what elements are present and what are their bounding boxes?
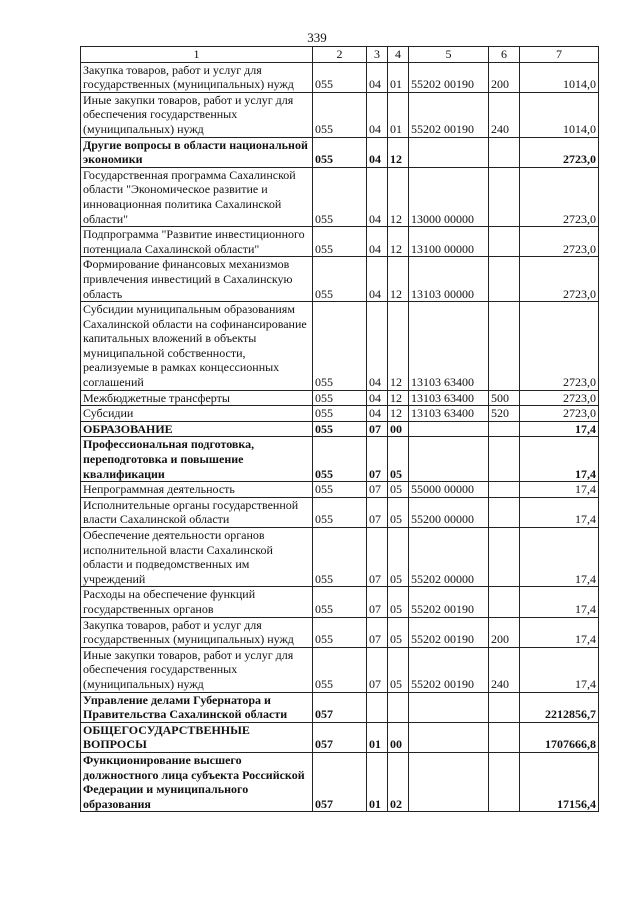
table-row: [81, 227, 599, 257]
subsection-code: 05: [388, 482, 409, 498]
amount: 2723,0: [520, 406, 599, 422]
subsection-code: 12: [388, 257, 409, 302]
amount: 17156,4: [520, 752, 599, 811]
table-row: [81, 497, 599, 527]
admin-code: 055: [313, 421, 367, 437]
row-name: Иные закупки товаров, работ и услуг для обеспечения государственных (муниципальных) нужд: [81, 647, 313, 692]
target-code: 55202 00190: [409, 587, 489, 617]
section-code: 01: [367, 752, 388, 811]
subsection-code: 00: [388, 421, 409, 437]
table-row: [81, 587, 599, 617]
target-code: 55202 00190: [409, 92, 489, 137]
target-code: [409, 722, 489, 752]
amount: 1707666,8: [520, 722, 599, 752]
row-name: Функционирование высшего должностного лица субъекта Российской Федерации и муниципального образования: [81, 752, 313, 811]
row-name: Закупка товаров, работ и услуг для государственных (муниципальных) нужд: [81, 62, 313, 92]
admin-code: 055: [313, 647, 367, 692]
row-name: Подпрограмма "Развитие инвестиционного потенциала Сахалинской области": [81, 227, 313, 257]
admin-code: 057: [313, 692, 367, 722]
subsection-code: 05: [388, 528, 409, 587]
target-code: 55000 00000: [409, 482, 489, 498]
row-name: Другие вопросы в области национальной экономики: [81, 137, 313, 167]
amount: 2723,0: [520, 390, 599, 406]
subsection-code: 12: [388, 227, 409, 257]
subsection-code: 12: [388, 167, 409, 226]
section-code: 07: [367, 482, 388, 498]
table-row: [81, 437, 599, 482]
section-code: 04: [367, 92, 388, 137]
column-header: 6: [489, 47, 520, 63]
table-row: [81, 406, 599, 422]
column-header: 2: [313, 47, 367, 63]
expense-type-code: [489, 692, 520, 722]
column-header: 7: [520, 47, 599, 63]
section-code: 07: [367, 528, 388, 587]
row-name: Расходы на обеспечение функций государственных органов: [81, 587, 313, 617]
column-header: 1: [81, 47, 313, 63]
table-row: [81, 482, 599, 498]
subsection-code: 05: [388, 587, 409, 617]
admin-code: 055: [313, 617, 367, 647]
expense-type-code: [489, 302, 520, 391]
expense-type-code: 500: [489, 390, 520, 406]
amount: 2723,0: [520, 257, 599, 302]
section-code: 04: [367, 167, 388, 226]
admin-code: 055: [313, 390, 367, 406]
table-row: [81, 722, 599, 752]
admin-code: 055: [313, 497, 367, 527]
section-code: 07: [367, 617, 388, 647]
table-row: [81, 752, 599, 811]
subsection-code: 12: [388, 406, 409, 422]
expense-type-code: [489, 528, 520, 587]
table-row: [81, 647, 599, 692]
expense-type-code: [489, 497, 520, 527]
amount: 2723,0: [520, 137, 599, 167]
section-code: 04: [367, 406, 388, 422]
row-name: ОБРАЗОВАНИЕ: [81, 421, 313, 437]
row-name: Управление делами Губернатора и Правительства Сахалинской области: [81, 692, 313, 722]
section-code: 07: [367, 647, 388, 692]
subsection-code: 01: [388, 92, 409, 137]
amount: 17,4: [520, 421, 599, 437]
section-code: 04: [367, 62, 388, 92]
admin-code: 055: [313, 257, 367, 302]
row-name: Субсидии муниципальным образованиям Сахалинской области на софинансирование капитальных вложений в объекты муниципальной собственности, реализуемые в рамках концессионных соглашений: [81, 302, 313, 391]
amount: 1014,0: [520, 62, 599, 92]
section-code: 04: [367, 257, 388, 302]
admin-code: 055: [313, 437, 367, 482]
row-name: Межбюджетные трансферты: [81, 390, 313, 406]
target-code: 55202 00190: [409, 617, 489, 647]
admin-code: 055: [313, 406, 367, 422]
section-code: 07: [367, 587, 388, 617]
amount: 1014,0: [520, 92, 599, 137]
amount: 2723,0: [520, 302, 599, 391]
row-name: Формирование финансовых механизмов привлечения инвестиций в Сахалинскую область: [81, 257, 313, 302]
subsection-code: 01: [388, 62, 409, 92]
expense-type-code: [489, 722, 520, 752]
table-row: [81, 302, 599, 391]
target-code: 55200 00000: [409, 497, 489, 527]
expense-type-code: 240: [489, 92, 520, 137]
expense-type-code: [489, 257, 520, 302]
target-code: 13000 00000: [409, 167, 489, 226]
row-name: Исполнительные органы государственной власти Сахалинской области: [81, 497, 313, 527]
table-row: [81, 137, 599, 167]
table-row: [81, 528, 599, 587]
target-code: [409, 752, 489, 811]
page-number: 339: [307, 30, 327, 45]
amount: 2212856,7: [520, 692, 599, 722]
subsection-code: 02: [388, 752, 409, 811]
admin-code: 055: [313, 62, 367, 92]
row-name: Закупка товаров, работ и услуг для государственных (муниципальных) нужд: [81, 617, 313, 647]
subsection-code: 05: [388, 497, 409, 527]
expense-type-code: [489, 137, 520, 167]
section-code: 04: [367, 137, 388, 167]
target-code: [409, 692, 489, 722]
table-row: [81, 617, 599, 647]
subsection-code: 05: [388, 617, 409, 647]
target-code: 13103 63400: [409, 406, 489, 422]
admin-code: 055: [313, 137, 367, 167]
expense-type-code: [489, 227, 520, 257]
target-code: [409, 437, 489, 482]
admin-code: 055: [313, 227, 367, 257]
admin-code: 055: [313, 302, 367, 391]
row-name: Государственная программа Сахалинской области "Экономическое развитие и инновационная политика Сахалинской области": [81, 167, 313, 226]
row-name: Иные закупки товаров, работ и услуг для обеспечения государственных (муниципальных) нужд: [81, 92, 313, 137]
table-row: [81, 62, 599, 92]
amount: 2723,0: [520, 167, 599, 226]
subsection-code: [388, 692, 409, 722]
target-code: 13103 63400: [409, 390, 489, 406]
target-code: 55202 00000: [409, 528, 489, 587]
row-name: ОБЩЕГОСУДАРСТВЕННЫЕ ВОПРОСЫ: [81, 722, 313, 752]
row-name: Обеспечение деятельности органов исполнительной власти Сахалинской области и подведомственных им учреждений: [81, 528, 313, 587]
table-row: [81, 692, 599, 722]
expense-type-code: [489, 167, 520, 226]
target-code: 13100 00000: [409, 227, 489, 257]
target-code: 13103 63400: [409, 302, 489, 391]
section-code: 07: [367, 421, 388, 437]
subsection-code: 05: [388, 437, 409, 482]
section-code: 07: [367, 437, 388, 482]
subsection-code: 00: [388, 722, 409, 752]
admin-code: 057: [313, 722, 367, 752]
subsection-code: 12: [388, 390, 409, 406]
expense-type-code: 240: [489, 647, 520, 692]
subsection-code: 12: [388, 302, 409, 391]
subsection-code: 05: [388, 647, 409, 692]
admin-code: 055: [313, 92, 367, 137]
target-code: 55202 00190: [409, 647, 489, 692]
table-row: [81, 167, 599, 226]
table-row: [81, 92, 599, 137]
amount: 17,4: [520, 647, 599, 692]
expense-type-code: [489, 482, 520, 498]
amount: 17,4: [520, 617, 599, 647]
amount: 17,4: [520, 587, 599, 617]
expense-type-code: 200: [489, 617, 520, 647]
target-code: 13103 00000: [409, 257, 489, 302]
amount: 17,4: [520, 482, 599, 498]
admin-code: 055: [313, 528, 367, 587]
row-name: Субсидии: [81, 406, 313, 422]
expense-type-code: 200: [489, 62, 520, 92]
expense-type-code: [489, 587, 520, 617]
section-code: 01: [367, 722, 388, 752]
budget-table: [80, 46, 599, 812]
admin-code: 057: [313, 752, 367, 811]
expense-type-code: [489, 421, 520, 437]
table-row: [81, 390, 599, 406]
amount: 17,4: [520, 497, 599, 527]
admin-code: 055: [313, 167, 367, 226]
row-name: Непрограммная деятельность: [81, 482, 313, 498]
section-code: [367, 692, 388, 722]
target-code: [409, 421, 489, 437]
admin-code: 055: [313, 587, 367, 617]
header-row: [81, 47, 599, 63]
column-header: 3: [367, 47, 388, 63]
column-header: 4: [388, 47, 409, 63]
amount: 17,4: [520, 528, 599, 587]
target-code: 55202 00190: [409, 62, 489, 92]
section-code: 04: [367, 390, 388, 406]
admin-code: 055: [313, 482, 367, 498]
section-code: 07: [367, 497, 388, 527]
amount: 2723,0: [520, 227, 599, 257]
section-code: 04: [367, 227, 388, 257]
expense-type-code: [489, 752, 520, 811]
expense-type-code: [489, 437, 520, 482]
column-header: 5: [409, 47, 489, 63]
table-row: [81, 421, 599, 437]
amount: 17,4: [520, 437, 599, 482]
table-row: [81, 257, 599, 302]
section-code: 04: [367, 302, 388, 391]
target-code: [409, 137, 489, 167]
expense-type-code: 520: [489, 406, 520, 422]
row-name: Профессиональная подготовка, переподготовка и повышение квалификации: [81, 437, 313, 482]
subsection-code: 12: [388, 137, 409, 167]
